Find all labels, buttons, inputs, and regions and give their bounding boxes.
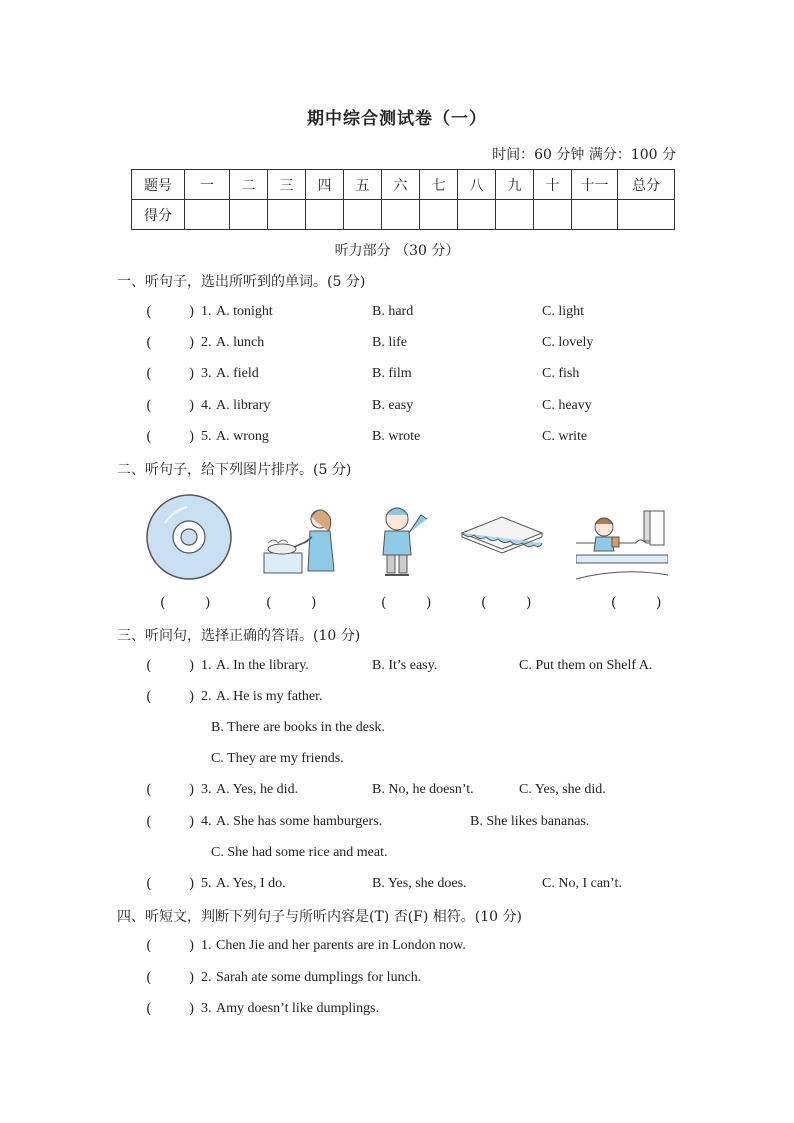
section3-heading: 三、听问句，选择正确的答语。(10 分) bbox=[117, 628, 361, 644]
score-input-cell[interactable] bbox=[572, 200, 618, 230]
answer-blank-open[interactable]: ( bbox=[146, 970, 152, 986]
question-number: 1. bbox=[201, 304, 212, 319]
question-number: 1. bbox=[201, 658, 212, 673]
option-b: B. hard bbox=[372, 304, 414, 319]
answer-blank-close: ) bbox=[189, 689, 195, 705]
score-cell: 七 bbox=[420, 170, 458, 200]
question-number: 3. bbox=[201, 1001, 212, 1016]
answer-blank-open[interactable]: ( bbox=[146, 782, 152, 798]
option-a: A. Yes, I do. bbox=[216, 876, 286, 891]
answer-blank-close: ) bbox=[189, 658, 195, 674]
answer-blank-open[interactable]: ( bbox=[146, 876, 152, 892]
score-cell: 三 bbox=[268, 170, 306, 200]
score-input-cell[interactable] bbox=[458, 200, 496, 230]
option-b: B. No, he doesn’t. bbox=[372, 782, 474, 797]
option-a: A. Yes, he did. bbox=[216, 782, 299, 797]
section2-heading: 二、听句子，给下列图片排序。(5 分) bbox=[117, 462, 352, 478]
answer-blank-open[interactable]: ( bbox=[146, 814, 152, 830]
option-b: B. She likes bananas. bbox=[470, 814, 590, 829]
answer-blank-open[interactable]: ( bbox=[146, 429, 152, 445]
option-a: A. library bbox=[216, 398, 271, 413]
score-table-score-row bbox=[132, 200, 675, 230]
answer-blank-open[interactable]: ( bbox=[146, 335, 152, 351]
answer-blank-close: ) bbox=[189, 366, 195, 382]
answer-blank-close: ) bbox=[189, 1001, 195, 1017]
option-a: A. field bbox=[216, 366, 259, 381]
score-input-cell[interactable] bbox=[344, 200, 382, 230]
answer-blank-close: ) bbox=[189, 938, 195, 954]
score-input-cell[interactable] bbox=[534, 200, 572, 230]
picture5-blank-close: ) bbox=[656, 595, 662, 611]
picture3-blank-open[interactable]: ( bbox=[381, 595, 387, 611]
option-a: A. lunch bbox=[216, 335, 265, 350]
question-number: 2. bbox=[201, 970, 212, 985]
question-number: 4. bbox=[201, 398, 212, 413]
listening-header: 听力部分 （30 分） bbox=[334, 243, 460, 259]
option-c: C. fish bbox=[542, 366, 580, 381]
answer-blank-close: ) bbox=[189, 429, 195, 445]
section1-heading: 一、听句子，选出所听到的单词。(5 分) bbox=[117, 274, 366, 290]
option-c: C. heavy bbox=[542, 398, 592, 413]
option-b: B. It’s easy. bbox=[372, 658, 438, 673]
picture2-blank-open[interactable]: ( bbox=[266, 595, 272, 611]
score-input-cell[interactable] bbox=[496, 200, 534, 230]
score-cell: 二 bbox=[230, 170, 268, 200]
score-input-cell[interactable] bbox=[268, 200, 306, 230]
question-number: 4. bbox=[201, 814, 212, 829]
score-cell: 总分 bbox=[618, 170, 675, 200]
picture2-blank-close: ) bbox=[311, 595, 317, 611]
option-c: C. write bbox=[542, 429, 588, 444]
boy-waving-picture bbox=[373, 503, 429, 579]
answer-blank-close: ) bbox=[189, 876, 195, 892]
time-info: 时间：60 分钟 满分：100 分 bbox=[492, 147, 676, 163]
picture4-blank-open[interactable]: ( bbox=[481, 595, 487, 611]
answer-blank-open[interactable]: ( bbox=[146, 398, 152, 414]
exam-title: 期中综合测试卷（一） bbox=[307, 109, 487, 129]
option-c: C. lovely bbox=[542, 335, 594, 350]
option-b: B. wrote bbox=[372, 429, 421, 444]
answer-blank-open[interactable]: ( bbox=[146, 304, 152, 320]
score-input-cell[interactable] bbox=[185, 200, 230, 230]
score-cell: 得分 bbox=[132, 200, 185, 230]
score-input-cell[interactable] bbox=[420, 200, 458, 230]
option-c: C. Put them on Shelf A. bbox=[519, 658, 653, 673]
score-cell: 六 bbox=[382, 170, 420, 200]
score-cell: 八 bbox=[458, 170, 496, 200]
option-c: C. light bbox=[542, 304, 585, 319]
question-number: 5. bbox=[201, 876, 212, 891]
option-c: C. She had some rice and meat. bbox=[211, 845, 388, 860]
picture4-blank-close: ) bbox=[526, 595, 532, 611]
cooking-girl-picture bbox=[260, 505, 340, 577]
option-a: A. tonight bbox=[216, 304, 273, 319]
statement-text: Amy doesn’t like dumplings. bbox=[216, 1001, 380, 1016]
option-a: A. She has some hamburgers. bbox=[216, 814, 383, 829]
option-c: C. No, I can’t. bbox=[542, 876, 622, 891]
picture5-blank-open[interactable]: ( bbox=[611, 595, 617, 611]
score-input-cell[interactable] bbox=[618, 200, 675, 230]
score-cell: 一 bbox=[185, 170, 230, 200]
answer-blank-open[interactable]: ( bbox=[146, 366, 152, 382]
answer-blank-close: ) bbox=[189, 970, 195, 986]
option-b: B. easy bbox=[372, 398, 414, 413]
statement-text: Chen Jie and her parents are in London now. bbox=[216, 938, 466, 953]
score-input-cell[interactable] bbox=[382, 200, 420, 230]
option-b: B. life bbox=[372, 335, 407, 350]
score-input-cell[interactable] bbox=[306, 200, 344, 230]
statement-text: Sarah ate some dumplings for lunch. bbox=[216, 970, 422, 985]
option-b: B. Yes, she does. bbox=[372, 876, 467, 891]
question-number: 3. bbox=[201, 366, 212, 381]
question-number: 2. bbox=[201, 689, 212, 704]
answer-blank-open[interactable]: ( bbox=[146, 658, 152, 674]
option-a: A. He is my father. bbox=[216, 689, 323, 704]
section4-heading: 四、听短文，判断下列句子与所听内容是(T) 否(F) 相符。(10 分) bbox=[117, 909, 522, 925]
score-cell: 四 bbox=[306, 170, 344, 200]
score-table bbox=[131, 169, 675, 230]
score-cell: 十一 bbox=[572, 170, 618, 200]
score-cell: 九 bbox=[496, 170, 534, 200]
question-number: 5. bbox=[201, 429, 212, 444]
answer-blank-close: ) bbox=[189, 782, 195, 798]
option-b: B. There are books in the desk. bbox=[211, 720, 385, 735]
option-b: B. film bbox=[372, 366, 412, 381]
answer-blank-close: ) bbox=[189, 335, 195, 351]
score-cell: 五 bbox=[344, 170, 382, 200]
option-c: C. Yes, she did. bbox=[519, 782, 606, 797]
answer-blank-close: ) bbox=[189, 398, 195, 414]
question-number: 3. bbox=[201, 782, 212, 797]
answer-blank-open[interactable]: ( bbox=[146, 1001, 152, 1017]
answer-blank-close: ) bbox=[189, 814, 195, 830]
boy-walking-to-school-picture bbox=[576, 505, 668, 581]
picture3-blank-close: ) bbox=[426, 595, 432, 611]
option-c: C. They are my friends. bbox=[211, 751, 344, 766]
score-cell: 题号 bbox=[132, 170, 185, 200]
option-a: A. wrong bbox=[216, 429, 269, 444]
picture1-blank-open[interactable]: ( bbox=[160, 595, 166, 611]
answer-blank-close: ) bbox=[189, 304, 195, 320]
sandwich-picture bbox=[458, 513, 546, 557]
score-table-header-row bbox=[132, 170, 675, 200]
question-number: 2. bbox=[201, 335, 212, 350]
answer-blank-open[interactable]: ( bbox=[146, 938, 152, 954]
score-cell: 十 bbox=[534, 170, 572, 200]
score-input-cell[interactable] bbox=[230, 200, 268, 230]
question-number: 1. bbox=[201, 938, 212, 953]
answer-blank-open[interactable]: ( bbox=[146, 689, 152, 705]
option-a: A. In the library. bbox=[216, 658, 309, 673]
picture1-blank-close: ) bbox=[205, 595, 211, 611]
cd-disc-picture bbox=[145, 493, 233, 581]
